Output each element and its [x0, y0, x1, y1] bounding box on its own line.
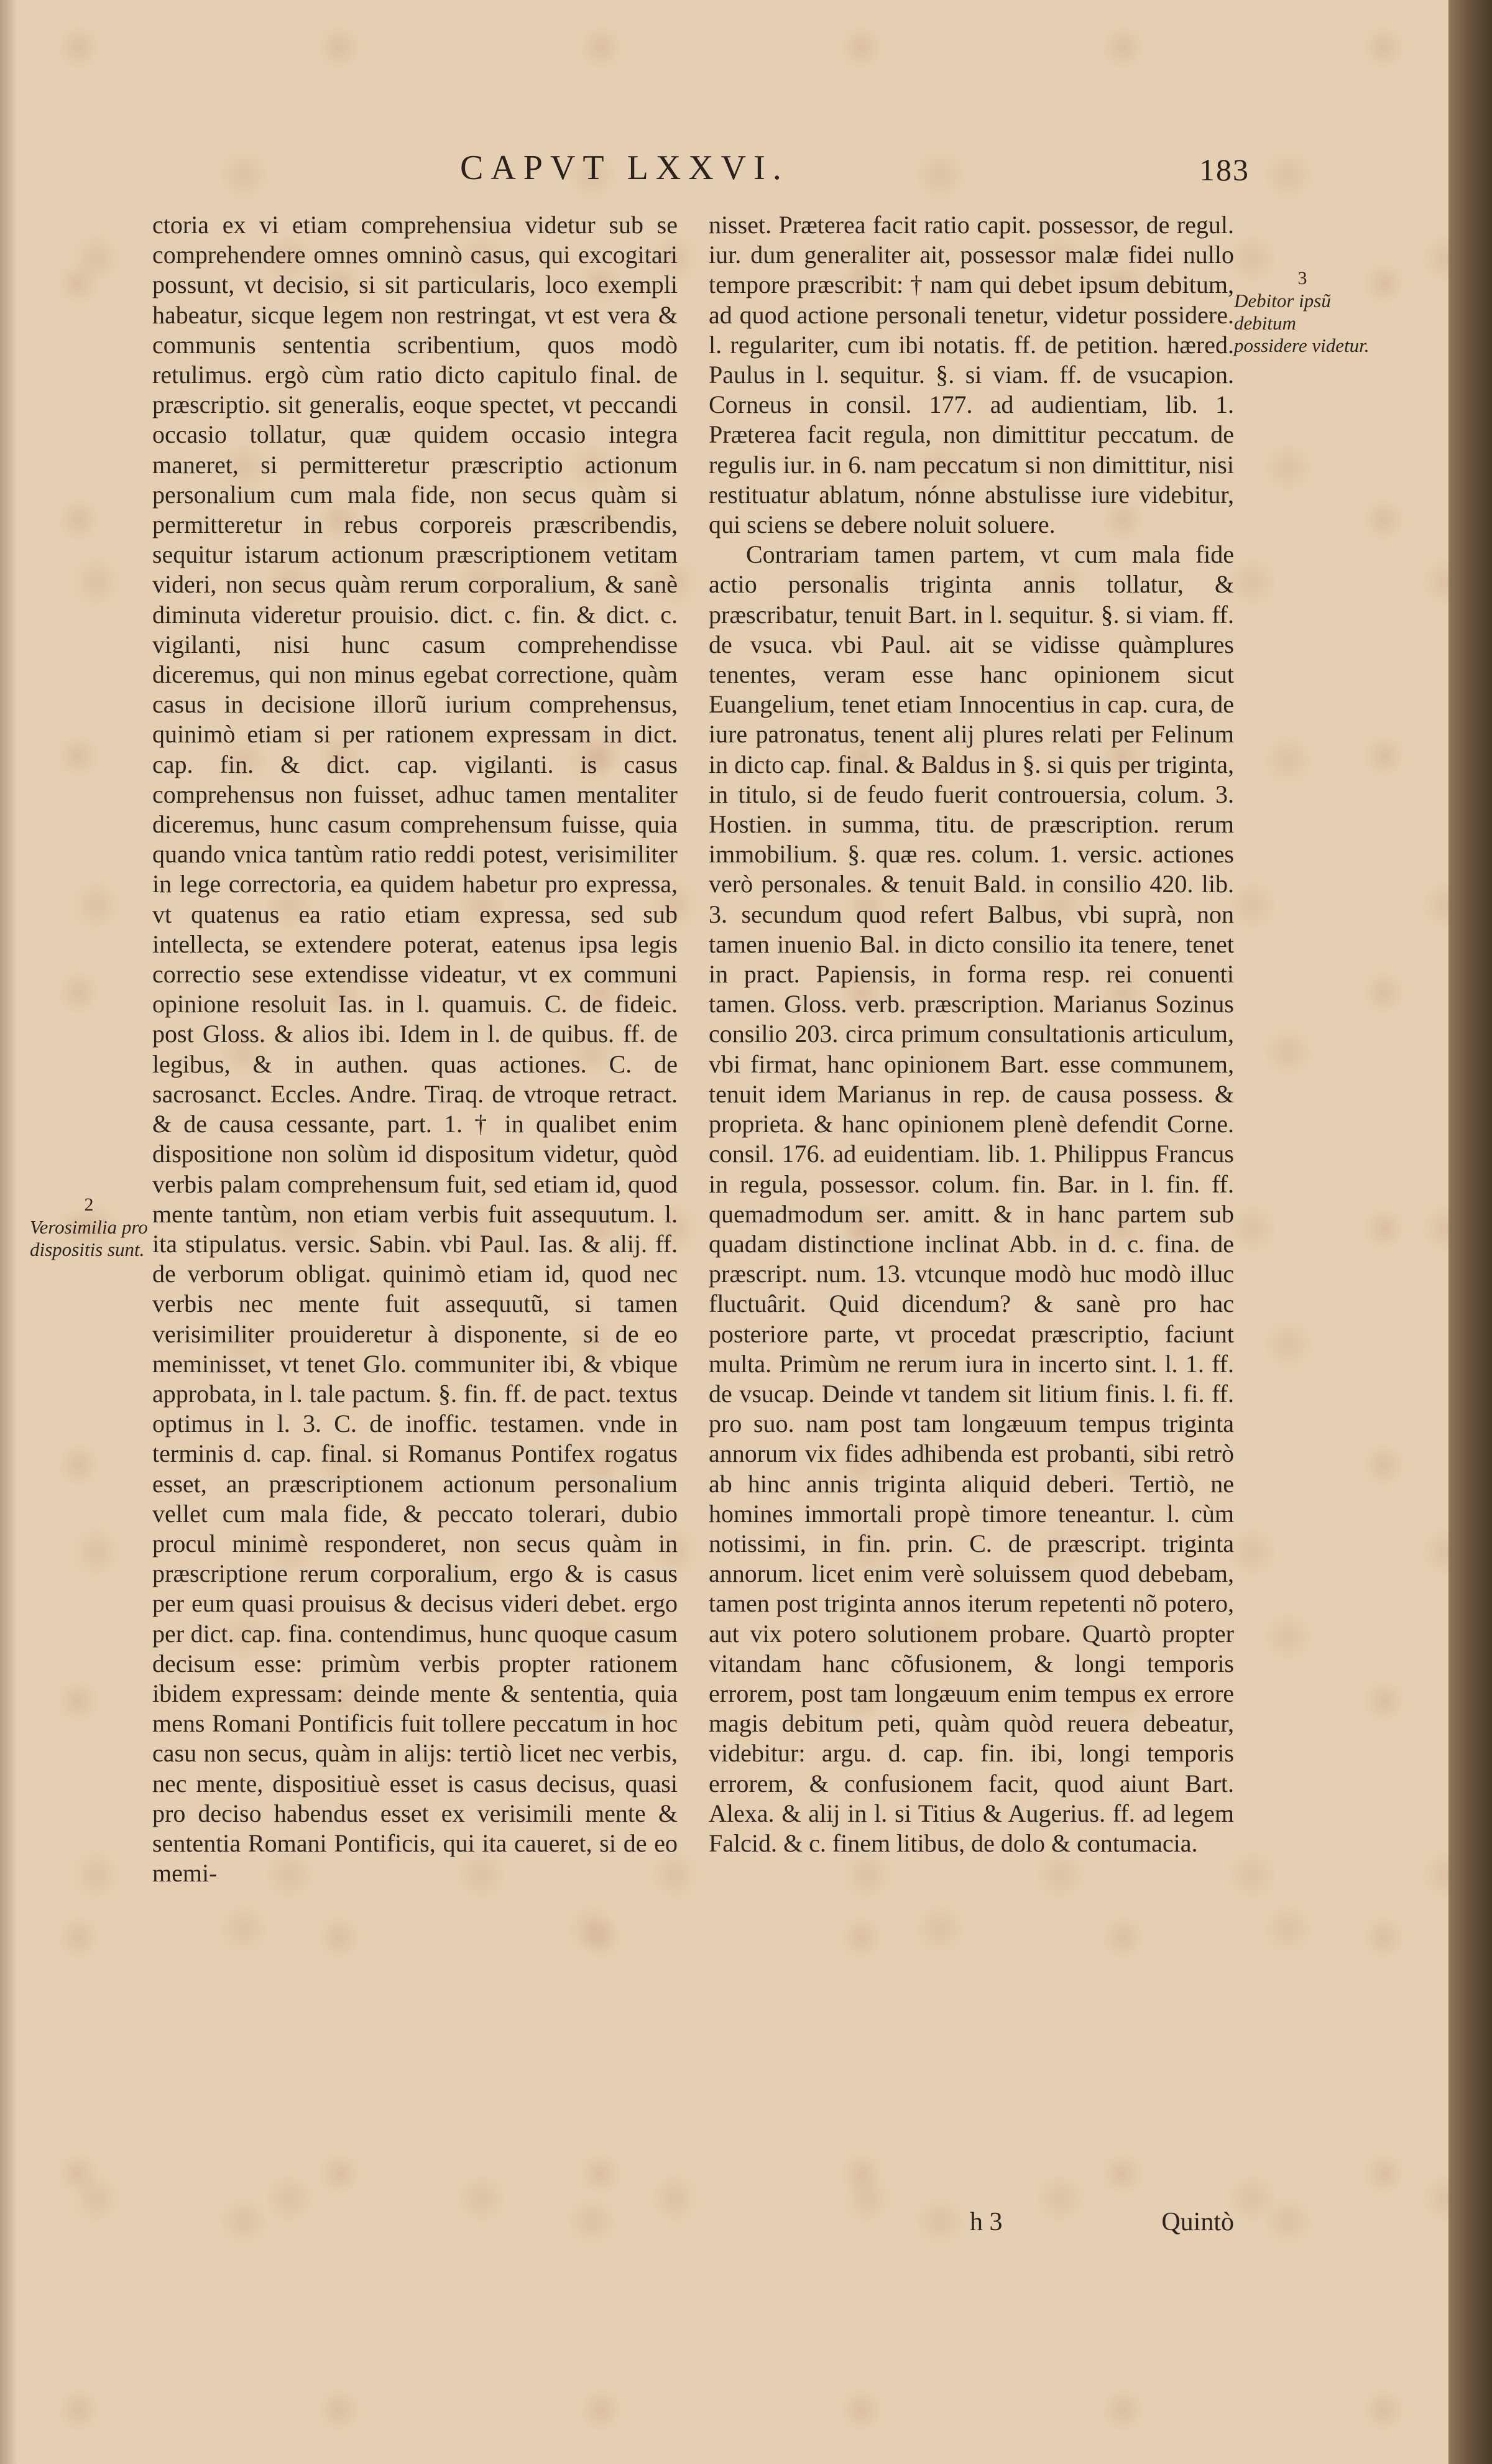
page-footer [709, 2207, 1234, 2245]
left-column [152, 210, 678, 1888]
signature-mark: h 3 [970, 2208, 1003, 2236]
margin-note-left [30, 1194, 148, 1261]
margin-note-number: 3 [1297, 268, 1307, 288]
running-header [460, 148, 1250, 204]
margin-note-number: 2 [84, 1194, 94, 1215]
paragraph: Contrariam tamen partem, vt cum mala fide actio personalis triginta annis tollatur, & præscribatur, tenuit Bart. in l. sequitur. §. si viam. ff. de vsuca. vbi Paul. ait se vidisse quàmplures tenentes, veram esse hanc opinionem sicut Euangelium, tenet etiam Innocentius in cap. cura, de iure patronatus, tenent alij plures relati per Felinum in dicto cap. final. & Baldus in §. si quis per triginta, in titulo, si de feudo fuerit controuersia, colum. 3. Hostien. in summa, titu. de præscription. rerum immobilium. §. quæ res. colum. 1. versic. actiones verò personales. & tenuit Bald. in consilio 420. lib. 3. secundum quod refert Balbus, vbi suprà, non tamen inuenio Bal. in dicto consilio ita tenere, tenet in pract. Papiensis, in forma resp. rei conuenti tamen. Gloss. verb. præscription. Marianus Sozinus consilio 203. circa primum consultationis articulum, vbi firmat, hanc opinionem Bart. esse communem, tenuit idem Marianus in rep. de causa possess. & proprieta. & hanc opinionem plenè defendit Corne. consil. 176. ad euidentiam. lib. 1. Philippus Francus in regula, possessor. colum. fin. Bar. in l. fin. ff. quemadmodum ser. amitt. & in hanc partem sub quadam distinctione inclinat Abb. in d. c. fina. de præscript. num. 13. vtcunque modò huc modò illuc fluctuârit. Quid dicendum? & sanè pro hac posteriore parte, vt procedat præscriptio, faciunt multa. Primùm ne rerum iura in incerto sint. l. 1. ff. de vsucap. Deinde vt tandem sit litium finis. l. fi. ff. pro suo. nam post tam longæuum tempus triginta annorum vix fides adhibenda est probanti, sibi retrò ab hinc annis triginta aliquid deberi. Tertiò, ne homines immortali propè timore teneantur. l. cùm notissimi, in fin. prin. C. de præscript. triginta annorum. licet enim verè soluissem quod debebam, tamen post triginta annos iterum repetenti nõ potero, aut vix potero solutionem probare. Quartò propter vitandam hanc cõfusionem, & longi temporis errorem, post tam longæuum enim tempus ex errore magis debitum peti, quàm quòd reuera debeatur, videbitur: argu. d. cap. fin. ibi, longi temporis errorem, & confusionem facit, quod aiunt Bart. Alexa. & alij in l. si Titius & Augerius. ff. ad legem Falcid. & c. finem litibus, de dolo & contumacia. [709, 540, 1234, 1857]
right-column [709, 210, 1234, 1858]
paragraph: nisset. Præterea facit ratio capit. possessor, de regul. iur. dum generaliter ait, possessor malæ fidei nullo tempore præscribit: † nam qui debet ipsum debitum, ad quod actione personali tenetur, videtur possidere. l. regulariter, cum ibi notatis. ff. de petition. hæred. Paulus in l. sequitur. §. si viam. ff. de vsucapion. Corneus in consil. 177. ad audientiam, lib. 1. Præterea facit regula, non dimittitur peccatum. de regulis iur. in 6. nam peccatum si non dimittitur, nisi restituatur ablatum, nónne abstulisse iure videbitur, qui sciens se debere noluit soluere. [709, 211, 1234, 539]
chapter-title: CAPVT LXXVI. [460, 149, 789, 187]
margin-note-right [1234, 267, 1371, 357]
catchword: Quintò [1161, 2208, 1234, 2236]
left-column-text: ctoria ex vi etiam comprehensiua videtur sub se comprehendere omnes omninò casus, qui excogitari possunt, vt decisio, si sit particularis, loco exempli habeatur, sicque legem non restringat, vt est vera & communis sententia scribentium, quos modò retulimus. ergò cùm ratio dicto capitulo final. de præscriptio. sit generalis, eoque spectet, vt peccandi occasio tollatur, quæ quidem occasio integra maneret, si permitteretur præscriptio actionum personalium cum mala fide, non secus quàm si permitteretur in rebus corporeis præscribendis, sequitur istarum actionum præscriptionem vetitam videri, non secus quàm rerum corporalium, & sanè diminuta videretur prouisio. dict. c. fin. & dict. c. vigilanti, nisi hunc casum comprehendisse diceremus, qui non minus egebat correctione, quàm casus in decisione illorũ iurium comprehensus, quinimò etiam si per rationem expressam in dict. cap. fin. & dict. cap. vigilanti. is casus comprehensus non fuisset, adhuc tamen mentaliter diceremus, hunc casum comprehensum fuisse, quia quando vnica tantùm ratio reddi potest, verisimiliter in lege correctoria, ea quidem habetur pro expressa, vt quatenus ea ratio etiam expressa, sed sub intellecta, se extendere poterat, eatenus ipsa legis correctio sese extendisse videatur, vt ex communi opinione resoluit Ias. in l. quamuis. C. de fideic. post Gloss. & alios ibi. Idem in l. de quibus. ff. de legibus, & in authen. quas actiones. C. de sacrosanct. Eccles. Andre. Tiraq. de vtroque retract. & de causa cessante, part. 1. † in qualibet enim dispositione non solùm id dispositum videtur, quòd verbis palam comprehensum fuit, sed etiam id, quod mente tantùm, non etiam verbis fuit assequutum. l. ita stipulatus. versic. Sabin. vbi Paul. Ias. & alij. ff. de verborum obligat. quinimò etiam id, quod nec verbis nec mente fuit assequutũ, si tamen verisimiliter prouideretur à disponente, si de eo meminisset, vt tenet Glo. communiter ibi, & vbique approbata, in l. tale pactum. §. fin. ff. de pact. textus optimus in l. 3. C. de inoffic. testamen. vnde in terminis d. cap. final. si Romanus Pontifex rogatus esset, an præscriptionem actionum personalium vellet cum mala fide, & peccato tolerari, dubio procul minimè responderet, non secus quàm in præscriptione rerum corporalium, ergo & is casus per eum quasi prouisus & decisus videri debet. ergo per dict. cap. fina. contendimus, hunc quoque casum decisum esse: primùm verbis propter rationem ibidem expressam: deinde mente & sententia, quia mens Romani Pontificis fuit tollere peccatum in hoc casu non secus, quàm in alijs: tertiò licet nec verbis, nec mente, dispositiuè esset is casus decisus, quasi pro deciso habendus esset ex verisimili mente & sententia Romani Pontificis, qui ita caueret, si de eo memi- [152, 211, 678, 1888]
book-binding-edge [1448, 0, 1492, 2464]
margin-note-text: Verosimilia pro dispositis sunt. [30, 1216, 148, 1260]
page-shadow [0, 0, 17, 2464]
page-number: 183 [1199, 152, 1250, 187]
margin-note-text: Debitor ipsũ debitum possidere videtur. [1234, 290, 1370, 356]
